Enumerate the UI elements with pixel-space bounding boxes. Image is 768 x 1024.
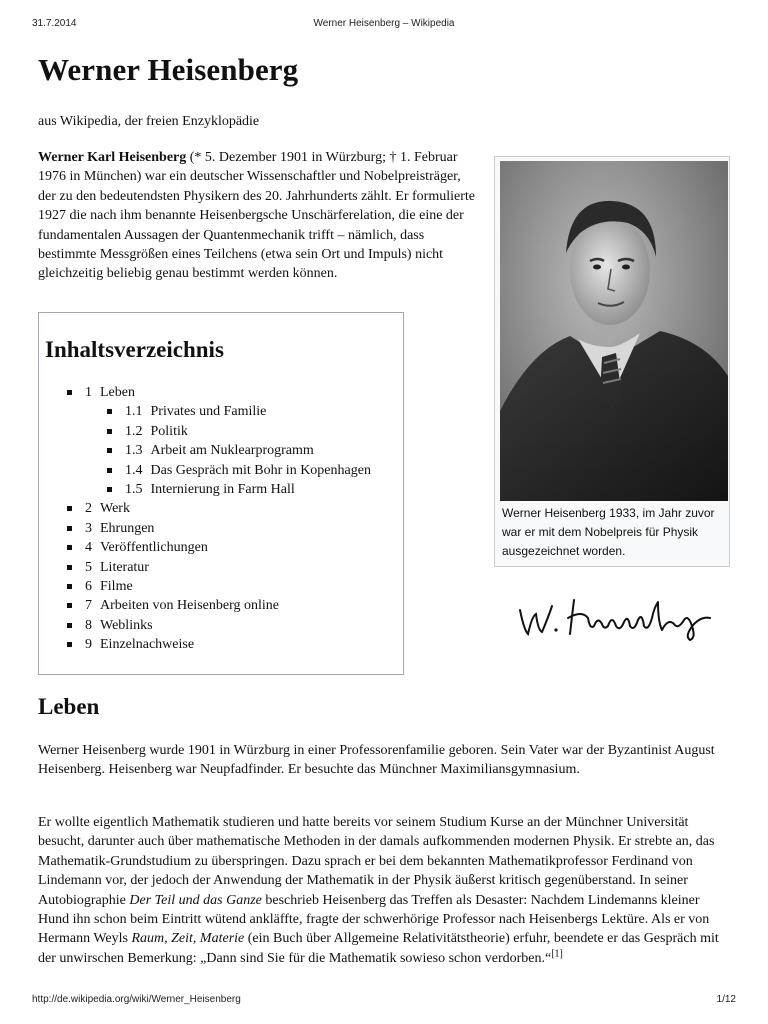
intro-paragraph (38, 148, 478, 284)
toc-item-label: Ehrungen (100, 520, 155, 536)
toc-item-label: Weblinks (100, 617, 153, 633)
toc-list (67, 383, 397, 655)
toc-item-weblinks[interactable] (67, 616, 397, 635)
toc-item-number: 1.4 (125, 462, 143, 478)
intro-bold-name: Werner Karl Heisenberg (38, 150, 187, 165)
portrait-caption: Werner Heisenberg 1933, im Jahr zuvor war er mit dem Nobelpreis für Physik ausgezeichnet worden. (502, 506, 715, 558)
toc-sublist (85, 402, 397, 499)
toc-item-leben[interactable] (67, 383, 397, 499)
toc-item-label: Literatur (100, 559, 149, 575)
toc-item-number: 2 (85, 501, 92, 517)
toc-item-privates[interactable] (107, 402, 397, 421)
intro-text: (* 5. Dezember 1901 in Würzburg; † 1. Februar 1976 in München) war ein deutscher Wissenschaftler und Nobelpreisträger, der zu den bedeutendsten Physikern des 20. Jahrhunderts zählt. Er formulierte 1927 die nach ihm benannte Heisenbergsche Unschärferelation, die eine der fundamentalen Aussagen der Quantenmechanik trifft – nämlich, dass bestimmte Messgrößen eines Teilchens (etwa sein Ort und Impuls) nicht gleichzeitig beliebig genau bestimmt werden können. (38, 150, 475, 282)
toc-item-label: Arbeiten von Heisenberg online (100, 598, 279, 614)
leben-paragraph-2-text-c: (ein Buch über Allgemeine Relativitätstheorie) erfuhr, beendete er das Gespräch mit der unwirschen Bemerkung: „Dann sind Sie für die Mathematik sowieso schon verdorben.“ (38, 931, 719, 966)
leben-paragraph-2 (38, 813, 728, 968)
signature-image (518, 596, 714, 642)
toc-item-ehrungen[interactable] (67, 519, 397, 538)
toc-item-arbeiten-online[interactable] (67, 596, 397, 615)
toc-item-number: 7 (85, 598, 92, 614)
toc-item-label: Politik (150, 423, 188, 439)
toc-item-number: 8 (85, 617, 92, 633)
toc-item-number: 1 (85, 385, 92, 400)
print-page-title: Werner Heisenberg – Wikipedia (313, 18, 455, 29)
toc-item-filme[interactable] (67, 577, 397, 596)
book-title-link[interactable]: Der Teil und das Ganze (129, 892, 262, 908)
toc-item-werk[interactable] (67, 499, 397, 518)
toc-item-farm-hall[interactable] (107, 480, 397, 499)
toc-item-number: 1.3 (125, 443, 143, 459)
reference-link[interactable]: [1] (551, 948, 563, 960)
toc-item-bohr[interactable] (107, 461, 397, 480)
toc-item-label: Werk (100, 501, 130, 517)
toc-item-number: 1.5 (125, 482, 143, 498)
toc-item-number: 3 (85, 520, 92, 536)
toc-item-label: Leben (100, 385, 135, 400)
toc-item-label: Das Gespräch mit Bohr in Kopenhagen (150, 462, 371, 478)
leben-paragraph-2-text-a: Er wollte eigentlich Mathematik studieren und hatte bereits vor seinem Studium Kurse an der Münchner Universität besucht, darunter auch über mathematische Methoden in der damals aufkommenden modernen Physik. Er strebte an, das Mathematik-Grundstudium zu überspringen. Dazu sprach er bei dem bekannten Mathematikprofessor Ferdinand von Lindemann vor, der jedoch der Anwendung der Mathematik in der Physik äußerst kritisch gegenüberstand. In seiner Autobiographie (38, 815, 715, 908)
toc-item-number: 6 (85, 579, 92, 595)
toc-item-veroeffentlichungen[interactable] (67, 538, 397, 557)
portrait-figure (494, 156, 730, 567)
toc-item-number: 4 (85, 540, 92, 556)
toc-item-einzelnachweise[interactable] (67, 635, 397, 654)
leben-paragraph-1: Werner Heisenberg wurde 1901 in Würzburg in einer Professorenfamilie geboren. Sein Vater war der Byzantinist August Heisenberg. Heisenberg war Neupfadfinder. Er besuchte das Münchner Maximiliansgymnasium. (38, 743, 715, 778)
toc-item-politik[interactable] (107, 422, 397, 441)
article-title: Werner Heisenberg (38, 52, 299, 87)
print-page-number: 1/12 (716, 994, 736, 1005)
pdf-footer (32, 994, 736, 1008)
toc-item-number: 5 (85, 559, 92, 575)
toc-item-label: Privates und Familie (150, 404, 267, 420)
print-date: 31.7.2014 (32, 18, 77, 29)
toc-item-label: Einzelnachweise (100, 637, 195, 653)
toc-heading: Inhaltsverzeichnis (45, 337, 224, 362)
toc-item-nuklearprogramm[interactable] (107, 441, 397, 460)
pdf-header (32, 18, 736, 32)
toc-item-number: 1.1 (125, 404, 143, 420)
toc-item-number: 1.2 (125, 423, 143, 439)
table-of-contents (38, 312, 404, 675)
article-subtitle: aus Wikipedia, der freien Enzyklopädie (38, 114, 260, 129)
toc-item-label: Veröffentlichungen (100, 540, 208, 556)
toc-item-label: Internierung in Farm Hall (150, 482, 295, 498)
book-title-link[interactable]: Raum, Zeit, Materie (131, 931, 245, 947)
toc-item-label: Arbeit am Nuklearprogramm (150, 443, 314, 459)
toc-item-label: Filme (100, 579, 133, 595)
leben-paragraph-2-text-b: beschrieb Heisenberg das Treffen als Desaster: Nachdem Lindemanns kleiner Hund ihn schon beim Eintritt wütend ankläffte, fragte der schwerhörige Professor nach Heisenbergs Lektüre. Als er von Hermann Weyls (38, 892, 710, 947)
toc-item-literatur[interactable] (67, 558, 397, 577)
section-heading-leben: Leben (38, 694, 100, 719)
portrait-photo[interactable] (500, 161, 728, 501)
print-url: http://de.wikipedia.org/wiki/Werner_Heisenberg (32, 994, 241, 1005)
toc-item-number: 9 (85, 637, 92, 653)
